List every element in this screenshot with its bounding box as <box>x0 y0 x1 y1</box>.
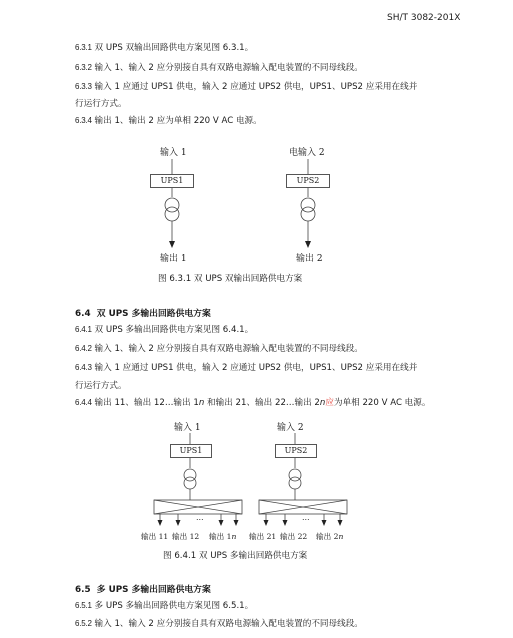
figure2-right-out-1-arrow <box>264 520 269 526</box>
section-number: 6.4 <box>75 309 91 319</box>
figure2-left-ellipsis: … <box>196 513 204 522</box>
figure2-left-out-2-arrow <box>176 520 181 526</box>
clause-text-before: 输出 11、输出 12…输出 1 <box>94 398 199 408</box>
clause-n-variable: n <box>319 398 326 408</box>
figure2-right-out-2-arrow <box>283 520 288 526</box>
figure2-output-2n-prefix: 输出 2 <box>316 532 339 541</box>
figure2-output-21-label: 输出 21 <box>249 532 277 541</box>
clause-text: 行运行方式。 <box>75 381 127 391</box>
figure2-caption: 图 6.4.1 双 UPS 多输出回路供电方案 <box>163 551 308 561</box>
figure2-output-12-label: 输出 12 <box>172 532 200 541</box>
clause-text: 行运行方式。 <box>75 99 127 109</box>
clause-number: 6.4.3 <box>75 363 92 372</box>
figure2-input-1-label: 输入 1 <box>174 423 201 433</box>
figure1-ups1-box: UPS1 <box>150 174 194 188</box>
clause-text: 双 UPS 多输出回路供电方案见图 6.4.1。 <box>94 325 254 335</box>
clause-n-variable: n <box>198 398 205 408</box>
clause-text: 输入 1、输入 2 应分别接自具有双路电源输入配电装置的不同母线段。 <box>94 344 363 354</box>
clause-text: 输入 1 应通过 UPS1 供电，输入 2 应通过 UPS2 供电，UPS1、UPS2 应采用在线并 <box>94 363 418 373</box>
figure1-caption: 图 6.3.1 双 UPS 双输出回路供电方案 <box>158 274 303 284</box>
clause-number: 6.3.4 <box>75 116 92 125</box>
figure1-ups2-box: UPS2 <box>286 174 330 188</box>
section-number: 6.5 <box>75 585 91 595</box>
figure1-output-1-label: 输出 1 <box>160 254 187 264</box>
figure2-left-transformer-bottom <box>184 477 196 489</box>
figure2-output-1n-label <box>209 531 236 542</box>
figure2-left-out-1-arrow <box>158 520 163 526</box>
figure1-input-2-label: 电输入 2 <box>289 148 325 158</box>
figure2-left-out-n-arrow <box>219 520 224 526</box>
clause-number: 6.5.2 <box>75 619 92 628</box>
clause-number: 6.5.1 <box>75 601 92 610</box>
figure2-output-2n-suffix: n <box>338 532 344 541</box>
clause-number: 6.4.4 <box>75 398 92 407</box>
clause-text: 输入 1、输入 2 应分别接自具有双路电源输入配电装置的不同母线段。 <box>94 619 363 629</box>
clause-text-after: 为单相 220 V AC 电源。 <box>333 398 431 408</box>
clause-number: 6.4.2 <box>75 344 92 353</box>
clause-6-5-1 <box>75 600 253 612</box>
figure2-input-2-label: 输入 2 <box>277 423 304 433</box>
clause-text: 输入 1、输入 2 应分别接自具有双路电源输入配电装置的不同母线段。 <box>94 63 363 73</box>
clause-text: 多 UPS 多输出回路供电方案见图 6.5.1。 <box>94 601 254 611</box>
clause-number: 6.3.2 <box>75 63 92 72</box>
clause-highlight: 应 <box>325 398 334 408</box>
figure2-right-out-n-arrow <box>322 520 327 526</box>
figure1-output-2-label: 输出 2 <box>296 254 323 264</box>
figure2-output-2n-label <box>316 531 343 542</box>
clause-6-5-2 <box>75 618 363 630</box>
figure2-output-22-label: 输出 22 <box>280 532 308 541</box>
section-title: 多 UPS 多输出回路供电方案 <box>96 585 211 595</box>
document-id: SH/T 3082-201X <box>387 13 461 23</box>
figure2-right-out-last-arrow <box>338 520 343 526</box>
figure2-right-ellipsis: … <box>302 513 310 522</box>
clause-number: 6.3.1 <box>75 43 92 52</box>
clause-text: 双 UPS 双输出回路供电方案见图 6.3.1。 <box>94 43 254 53</box>
figure2-output-11-label: 输出 11 <box>141 532 169 541</box>
figure2-right-transformer-bottom <box>289 477 301 489</box>
figure2-ups1-box: UPS1 <box>170 444 212 458</box>
figure2-ups2-box: UPS2 <box>275 444 317 458</box>
clause-text: 输出 1、输出 2 应为单相 220 V AC 电源。 <box>94 116 262 126</box>
figure2-output-1n-prefix: 输出 1 <box>209 532 232 541</box>
clause-number: 6.3.3 <box>75 82 92 91</box>
section-title: 双 UPS 多输出回路供电方案 <box>96 309 211 319</box>
clause-number: 6.4.1 <box>75 325 92 334</box>
figure2-output-1n-suffix: n <box>231 532 237 541</box>
clause-text: 输入 1 应通过 UPS1 供电，输入 2 应通过 UPS2 供电，UPS1、UPS2 应采用在线并 <box>94 82 418 92</box>
figure1-input-1-label: 输入 1 <box>160 148 187 158</box>
section-6-5-heading <box>75 582 211 595</box>
clause-text-mid: 和输出 21、输出 22…输出 2 <box>204 398 320 408</box>
figure2-left-out-last-arrow <box>234 520 239 526</box>
